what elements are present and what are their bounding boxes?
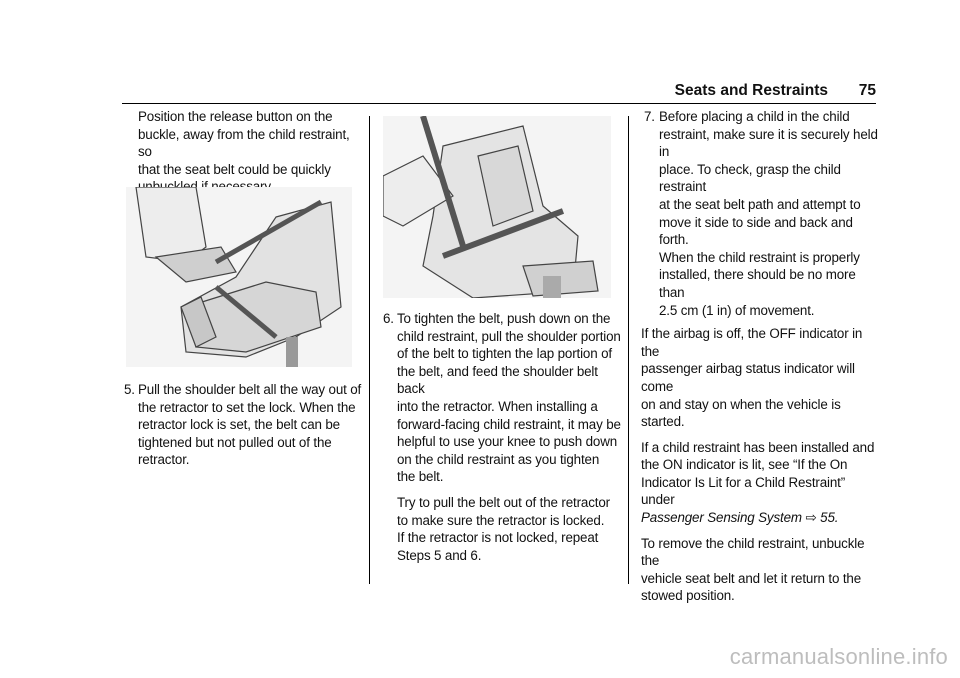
text-line: 2.5 cm (1 in) of movement.: [659, 302, 815, 318]
step-number: 6.: [383, 311, 394, 326]
text-line: Steps 5 and 6.: [397, 547, 482, 563]
column-1: [124, 108, 360, 196]
text-line: buckle, away from the child restraint, so: [138, 126, 350, 160]
text-line: restraint, make sure it is securely held in: [659, 126, 878, 160]
text-line: to make sure the retractor is locked.: [397, 512, 605, 528]
text-line: child restraint, pull the shoulder portion: [397, 328, 621, 344]
text-line: at the seat belt path and attempt to: [659, 196, 861, 212]
column-divider-2: [628, 116, 629, 584]
text-line: When the child restraint is properly: [659, 249, 860, 265]
step-6: [383, 310, 623, 486]
text-line: the belt.: [397, 469, 444, 485]
cross-reference-link[interactable]: Passenger Sensing System: [641, 510, 802, 526]
text-line: retractor lock is set, the belt can be: [138, 417, 340, 433]
text-line: Try to pull the belt out of the retractor: [397, 494, 610, 510]
header-rule: [122, 103, 876, 104]
text-line: forward-facing child restraint, it may be: [397, 416, 621, 432]
step-5: [124, 381, 364, 469]
text-line: If a child restraint has been installed and: [641, 439, 875, 455]
text-line: passenger airbag status indicator will come: [641, 361, 855, 394]
text-line: into the retractor. When installing a: [397, 398, 598, 414]
figure-tighten-belt: [383, 116, 611, 298]
text-line: Pull the shoulder belt all the way out of: [138, 382, 362, 397]
remove-restraint-paragraph: [641, 535, 881, 605]
column-2: [383, 310, 623, 564]
page-reference-arrow-icon: ⇨: [805, 510, 817, 526]
cross-reference-page[interactable]: 55.: [820, 510, 839, 526]
page-header: [0, 82, 876, 102]
text-line: Before placing a child in the child: [659, 109, 850, 124]
text-line: If the retractor is not locked, repeat: [397, 530, 599, 546]
text-line: vehicle seat belt and let it return to the: [641, 570, 861, 586]
watermark: carmanualsonline.info: [729, 644, 948, 669]
section-title: Seats and Restraints: [674, 82, 828, 99]
step-number: 7.: [644, 109, 655, 124]
step-number: 5.: [124, 382, 135, 397]
column-1-lower: [124, 381, 364, 469]
text-line: Position the release button on the: [138, 109, 333, 124]
text-line: helpful to use your knee to push down: [397, 434, 618, 450]
column-3: [641, 108, 881, 605]
text-line: the retractor to set the lock. When the: [138, 399, 356, 415]
intro-paragraph: [124, 108, 360, 196]
text-line: the belt, and feed the shoulder belt back: [397, 363, 598, 397]
step-6-continued: [383, 494, 623, 564]
text-line: place. To check, grasp the child restraint: [659, 161, 841, 195]
text-line: tightened but not pulled out of the: [138, 434, 332, 450]
page-number: 75: [858, 82, 876, 99]
figure-shoulder-belt-pull: [126, 187, 352, 367]
text-line: that the seat belt could be quickly: [138, 161, 331, 177]
step-7: [641, 108, 881, 319]
text-line: of the belt to tighten the lap portion of: [397, 346, 612, 362]
text-line: Indicator Is Lit for a Child Restraint” under: [641, 474, 846, 508]
text-line: retractor.: [138, 452, 190, 468]
cross-reference-line: [641, 509, 881, 527]
text-line: on the child restraint as you tighten: [397, 451, 600, 467]
text-line: move it side to side and back and forth.: [659, 214, 853, 248]
text-line: on and stay on when the vehicle is started.: [641, 396, 841, 430]
text-line: stowed position.: [641, 588, 735, 604]
text-line: installed, there should be no more than: [659, 267, 856, 300]
text-line: If the airbag is off, the OFF indicator in the: [641, 326, 863, 359]
text-line: To tighten the belt, push down on the: [397, 311, 611, 326]
on-indicator-paragraph: [641, 439, 881, 527]
text-line: the ON indicator is lit, see “If the On: [641, 457, 848, 473]
text-line: To remove the child restraint, unbuckle the: [641, 535, 865, 569]
illustration-figure-1: [126, 187, 352, 367]
illustration-figure-2: [383, 116, 611, 298]
column-divider-1: [369, 116, 370, 584]
airbag-off-paragraph: [641, 325, 881, 431]
